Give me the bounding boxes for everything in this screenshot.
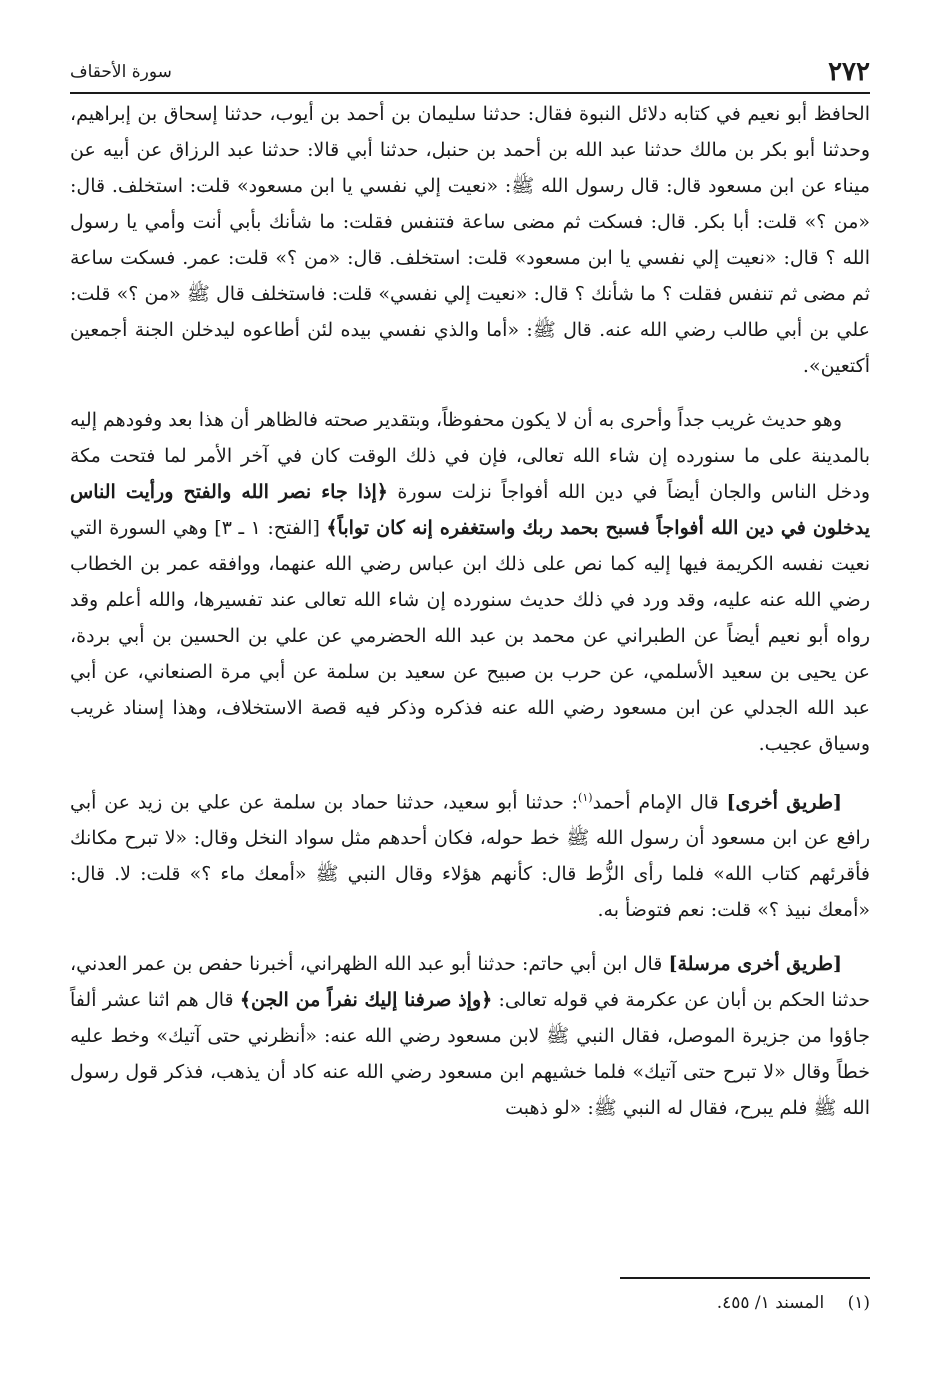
paragraph-another-route — [70, 780, 870, 928]
paragraph-text: [الفتح: ١ ـ ٣] وهي السورة التي نعيت نفسه الكريمة فيها إليه كما نص على ذلك ابن عباس رضي الله عنهما، ووافقه عمر بن الخطاب رضي الله عنه عليه، وقد ورد في ذلك حديث سنورده إن شاء الله تعالى عند تفسيرها، والله أعلم وقد رواه أبو نعيم أيضاً عن الطبراني عن محمد بن عبد الله الحضرمي عن علي بن الحسين بن أبي بردة، عن يحيى بن سعيد الأسلمي، عن حرب بن صبيح عن سعيد بن سلمة عن أبي مرة الصنعاني، عن أبي عبد الله الجدلي عن ابن مسعود رضي الله عنه فذكره وذكر فيه قصة الاستخلاف، وهذا إسناد غريب وسياق عجيب. — [70, 517, 870, 755]
paragraph-mursal-route — [70, 946, 870, 1126]
footnote-text: المسند ١/ ٤٥٥. — [716, 1293, 825, 1313]
footnote-marker: (١) — [847, 1293, 870, 1313]
paragraph-text: قال هم اثنا عشر ألفاً جاؤوا من جزيرة الموصل، فقال النبي ﷺ لابن مسعود رضي الله عنه: «أنظرني حتى آتيك» وخط عليه خطاً وقال «لا تبرح حتى آتيك» فلما خشيهم ابن مسعود رضي الله عنه كاد أن يذهب، فذكر قول رسول الله ﷺ فلم يبرح، فقال له النبي ﷺ: «لو ذهبت — [70, 989, 870, 1120]
footnote — [717, 1290, 870, 1316]
running-title: سورة الأحقاف — [70, 62, 172, 82]
section-heading: [طريق أخرى مرسلة] — [668, 953, 842, 976]
page-number: ٢٧٢ — [828, 57, 870, 87]
paragraph-text: وهو حديث غريب جداً وأحرى به أن لا يكون محفوظاً، وبتقدير صحته فالظاهر أن هذا بعد وفودهم إليه بالمدينة على ما سنورده إن شاء الله تعالى، فإن في ذلك الوقت كان في آخر الأمر لما فتحت مكة ودخل الناس والجان أيضاً في دين الله أفواجاً نزلت سورة — [70, 409, 871, 503]
quran-verse: ﴿إذا جاء نصر الله والفتح ورأيت الناس يدخلون في دين الله أفواجاً فسبح بحمد ربك واستغفره إنه كان تواباً﴾ — [70, 481, 871, 539]
paragraph-text: قال الإمام أحمد — [592, 791, 719, 814]
paragraph-text: : حدثنا أبو سعيد، حدثنا حماد بن سلمة عن علي بن زيد عن أبي رافع عن ابن مسعود أن رسول الله ﷺ خط حوله، فكان أحدهم مثل سواد النخل وقال: «لا تبرح مكانك فأقرئهم كتاب الله» فلما رأى الزُّط قال: كأنهم هؤلاء وقال النبي ﷺ «أمعك ماء ؟» قلت: لا. قال: «أمعك نبيذ ؟» قلت: نعم فتوضأ به. — [70, 791, 870, 922]
paragraph-hadith — [70, 96, 870, 384]
page-header — [70, 50, 870, 94]
paragraph-text: قال ابن أبي حاتم: حدثنا أبو عبد الله الظهراني، أخبرنا حفص بن عمر العدني، حدثنا الحكم بن أبان عن عكرمة في قوله تعالى: — [70, 953, 871, 1012]
paragraph-commentary — [70, 402, 870, 762]
footnote-divider — [620, 1277, 870, 1279]
paragraph-text: الحافظ أبو نعيم في كتابه دلائل النبوة فقال: حدثنا سليمان بن أحمد بن أيوب، حدثنا إسحاق بن إبراهيم، وحدثنا أبو بكر بن مالك حدثنا عبد الله بن أحمد بن حنبل، حدثنا أبي قالا: حدثنا عبد الرزاق عن أبيه عن ميناء عن ابن مسعود قال: قال رسول الله ﷺ: «نعيت إلي نفسي يا ابن مسعود» قلت: استخلف. قال: «من ؟» قلت: أبا بكر. قال: فسكت ثم مضى ساعة فتنفس فقلت: ما شأنك بأبي أنت وأمي يا رسول الله ؟ قال: «نعيت إلي نفسي يا ابن مسعود» قلت: استخلف. قال: «من ؟» قلت: عمر. فسكت ساعة ثم مضى ثم تنفس فقلت ؟ ما شأنك ؟ قال: «نعيت إلي نفسي» قلت: فاستخلف قال ﷺ «من ؟» قلت: علي بن أبي طالب رضي الله عنه. قال ﷺ: «أما والذي نفسي بيده لئن أطاعوه ليدخلن الجنة أجمعين أكتعين». — [70, 103, 870, 377]
section-heading: [طريق أخرى] — [726, 791, 842, 814]
body-text — [70, 96, 870, 1126]
quran-verse: ﴿وإذ صرفنا إليك نفراً من الجن﴾ — [239, 989, 493, 1012]
footnote-reference: (١) — [578, 791, 593, 804]
